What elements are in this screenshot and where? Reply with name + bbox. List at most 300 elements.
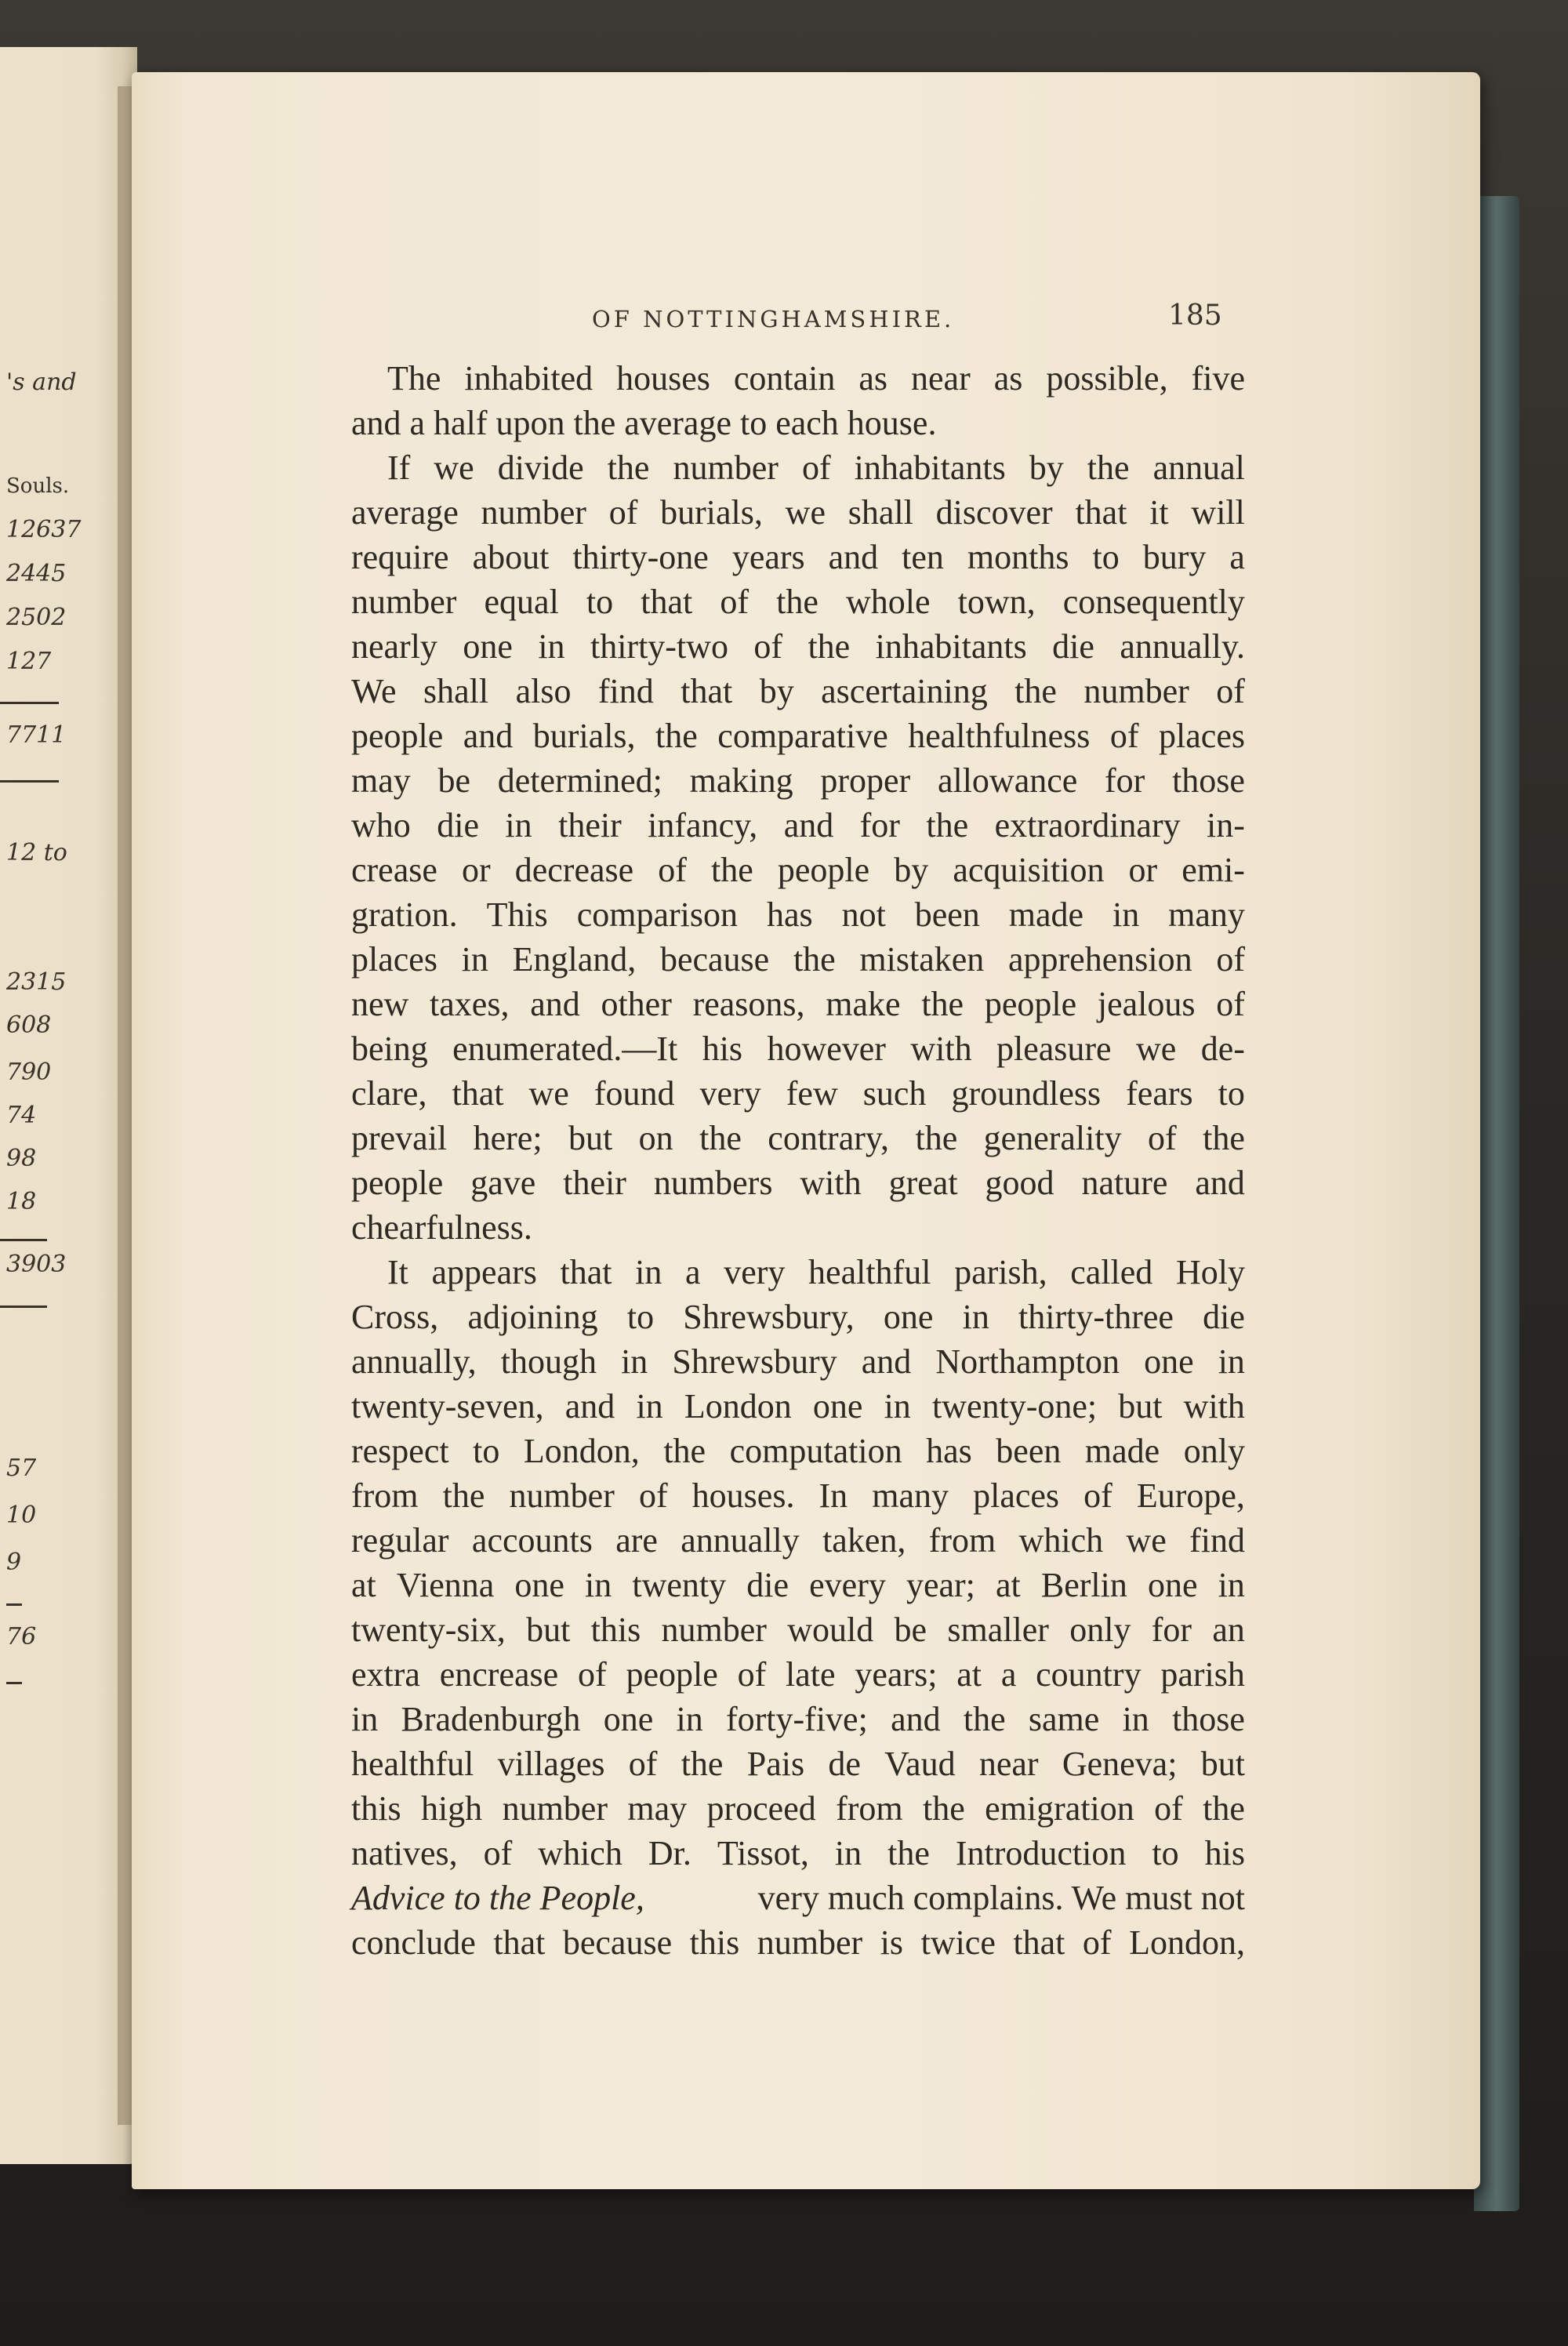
word: extraordinary (994, 806, 1181, 844)
word: parish (1160, 1655, 1245, 1694)
word: for (1105, 761, 1145, 800)
word: thirty-two (590, 627, 728, 666)
word: twenty-seven, (351, 1387, 544, 1425)
word: at (351, 1566, 376, 1604)
left-number: 12637 (6, 516, 82, 543)
word: and (828, 538, 879, 576)
word: Shrewsbury, (683, 1298, 855, 1336)
word: of (1082, 1923, 1112, 1962)
word: very (724, 1253, 786, 1291)
text-line (351, 1161, 1245, 1205)
word: burials, (660, 493, 763, 532)
left-number: 2445 (6, 560, 67, 587)
left-number: 790 (6, 1059, 52, 1086)
word: de- (1200, 1030, 1245, 1068)
word: made (1084, 1432, 1160, 1470)
word: is (880, 1923, 904, 1962)
word: called (1070, 1253, 1153, 1291)
word: nearly (351, 627, 437, 666)
text-line (351, 1653, 1245, 1697)
word: those (1172, 1700, 1245, 1738)
word: Geneva; (1062, 1745, 1178, 1783)
word: because (659, 940, 770, 979)
left-sum-rule (0, 702, 59, 704)
word: Dr. (648, 1834, 691, 1872)
word: great (888, 1164, 958, 1202)
word: require (351, 538, 449, 576)
word: places (351, 940, 437, 979)
word: in (636, 1387, 663, 1425)
word: and (463, 717, 514, 755)
word: computation (729, 1432, 902, 1470)
word: of (753, 627, 783, 666)
word: to (1218, 1074, 1245, 1113)
word: houses. (691, 1476, 795, 1515)
word: twenty (632, 1566, 727, 1604)
word: gration. (351, 895, 458, 934)
word: every (809, 1566, 886, 1604)
word: and (861, 1342, 912, 1381)
word: bury (1142, 538, 1207, 576)
word: only (1069, 1611, 1131, 1649)
text-line-with-italic-title (351, 1876, 1245, 1920)
word: a (685, 1253, 701, 1291)
word: for (859, 806, 900, 844)
word: find (597, 672, 654, 710)
word: by (894, 851, 929, 889)
word: this (351, 1789, 401, 1828)
word: people (984, 985, 1077, 1023)
word: thirty-one (572, 538, 709, 576)
word: that (452, 1074, 504, 1113)
word: decrease (514, 851, 634, 889)
word: and (1195, 1164, 1245, 1202)
word: In (818, 1476, 848, 1515)
word: proceed (706, 1789, 816, 1828)
word: good (985, 1164, 1054, 1202)
word: inhabitants (875, 627, 1027, 666)
word: only (1183, 1432, 1245, 1470)
word: twenty-one; (931, 1387, 1098, 1425)
word: the (963, 1700, 1006, 1738)
word: of (1154, 1789, 1183, 1828)
word: his (702, 1030, 743, 1068)
word: however (767, 1030, 886, 1068)
text-line (351, 1385, 1245, 1429)
text-line (351, 1698, 1245, 1741)
left-sum-rule (0, 780, 59, 783)
text-line (387, 357, 1245, 401)
word: number (673, 448, 779, 487)
word: his (1204, 1834, 1245, 1872)
word: same (1028, 1700, 1100, 1738)
word: one (514, 1566, 564, 1604)
word: very (699, 1074, 761, 1113)
word: we (528, 1074, 569, 1113)
word: country (1036, 1655, 1142, 1694)
word: ascertaining (821, 672, 988, 710)
text-line (351, 536, 1245, 579)
word: the (808, 627, 851, 666)
word: the (915, 1119, 958, 1157)
word: encrease (439, 1655, 559, 1694)
word: of (1216, 940, 1245, 979)
word: healthful (351, 1745, 474, 1783)
text-line (351, 1117, 1245, 1160)
word: year; (906, 1566, 975, 1604)
word: their (558, 806, 622, 844)
left-column-label: Souls. (6, 474, 70, 498)
word: places (1159, 717, 1245, 755)
word: in (461, 940, 488, 979)
word: the (711, 851, 753, 889)
word: near (978, 1745, 1039, 1783)
word: many (872, 1476, 949, 1515)
word: will (1191, 493, 1245, 532)
text-line (351, 1474, 1245, 1518)
word: in (962, 1298, 989, 1336)
text-line (351, 1072, 1245, 1116)
word: conclude (351, 1923, 476, 1962)
word: by (1029, 448, 1064, 487)
word: England, (512, 940, 637, 979)
word: If (387, 448, 411, 487)
word: but (568, 1119, 613, 1157)
word: fears (1126, 1074, 1193, 1113)
word: that (681, 672, 733, 710)
word: would (787, 1611, 874, 1649)
text-line (351, 491, 1245, 535)
word: people (351, 717, 444, 755)
word: parish, (954, 1253, 1047, 1291)
word: be (437, 761, 471, 800)
word: acquisition (953, 851, 1105, 889)
word: the (776, 583, 818, 621)
word: London, (523, 1432, 640, 1470)
word: possible, (1046, 359, 1168, 398)
word: the (793, 940, 836, 979)
word: healthful (808, 1253, 931, 1291)
word: Shrewsbury (672, 1342, 837, 1381)
word: in (585, 1566, 612, 1604)
word: determined; (497, 761, 662, 800)
word: at (996, 1566, 1021, 1604)
word: gave (470, 1164, 536, 1202)
word: such (862, 1074, 927, 1113)
word: a (1000, 1655, 1017, 1694)
word: and (530, 985, 580, 1023)
word: the (655, 717, 698, 755)
text-line (351, 759, 1245, 803)
text-line (351, 1519, 1245, 1563)
word: It (387, 1253, 408, 1291)
word: about (472, 538, 550, 576)
word: we (785, 493, 826, 532)
word: are (615, 1521, 658, 1560)
word: may (627, 1789, 688, 1828)
text-line (351, 1340, 1245, 1384)
word: that (641, 583, 693, 621)
word: pleasure (996, 1030, 1112, 1068)
word: annually (681, 1521, 800, 1560)
word: years; (855, 1655, 938, 1694)
word: Berlin (1040, 1566, 1127, 1604)
word: number (502, 1789, 608, 1828)
word: contain (733, 359, 836, 398)
text-line (351, 848, 1245, 892)
word: the (607, 448, 650, 487)
word: we (1126, 1521, 1167, 1560)
left-page-margin-figures (0, 47, 82, 2164)
word: twenty-six, (351, 1611, 506, 1649)
word: that (493, 1923, 546, 1962)
word: number (661, 1611, 767, 1649)
word: comparative (717, 717, 888, 755)
word: but (1200, 1745, 1245, 1783)
word: burials, (532, 717, 636, 755)
word: number (351, 583, 457, 621)
text-line (387, 1251, 1245, 1295)
word: adjoining (467, 1298, 598, 1336)
word: of (577, 1655, 607, 1694)
word: groundless (951, 1074, 1102, 1113)
left-number: 9 (6, 1549, 22, 1576)
left-number: 18 (6, 1188, 37, 1215)
word: annual (1152, 448, 1245, 487)
left-total: 3903 (6, 1251, 67, 1278)
word: accounts (471, 1521, 593, 1560)
left-sum-rule (6, 1682, 22, 1684)
word: allowance (937, 761, 1078, 800)
left-total: 76 (6, 1623, 37, 1651)
text-line (351, 714, 1245, 758)
word: to (626, 1298, 655, 1336)
word: make (826, 985, 901, 1023)
word: one (463, 627, 513, 666)
word: town, (957, 583, 1036, 621)
left-number: 10 (6, 1502, 37, 1529)
word: number (509, 1476, 615, 1515)
word: mistaken (859, 940, 985, 979)
word: of (1148, 1119, 1177, 1157)
word: the (681, 1745, 724, 1783)
word: clare, (351, 1074, 427, 1113)
word: the (921, 985, 964, 1023)
left-sum-rule (0, 1306, 47, 1308)
left-header-fragment: 's and (6, 369, 77, 396)
word: the (1203, 1119, 1245, 1157)
word: those (1172, 761, 1245, 800)
word: emigration (985, 1789, 1134, 1828)
word: but (526, 1611, 571, 1649)
word: near (911, 359, 971, 398)
word: forty-five; (725, 1700, 868, 1738)
text-line (351, 982, 1245, 1026)
text-line (351, 670, 1245, 714)
word: in (505, 806, 532, 844)
word: the (1087, 448, 1130, 487)
word: Introduction (955, 1834, 1127, 1872)
word: The (387, 359, 441, 398)
word: one (812, 1387, 863, 1425)
word: number (1083, 672, 1189, 710)
word: the (699, 1119, 742, 1157)
text-line (351, 1832, 1245, 1876)
word: and (564, 1387, 615, 1425)
word: of (658, 851, 687, 889)
text-after-title: very much complains. We must not (757, 1879, 1245, 1917)
word: places (973, 1476, 1060, 1515)
word: it (1149, 493, 1169, 532)
left-page (0, 47, 137, 2164)
word: in (1218, 1342, 1245, 1381)
word: jealous (1097, 985, 1196, 1023)
word: villages (497, 1745, 605, 1783)
text-line (351, 938, 1245, 982)
word: in (351, 1700, 379, 1738)
word: to (1152, 1834, 1179, 1872)
word: has (926, 1432, 972, 1470)
word: months (967, 538, 1069, 576)
word: on (638, 1119, 673, 1157)
word: made (1008, 895, 1084, 934)
word: we (434, 448, 474, 487)
word: of (1216, 672, 1245, 710)
word: extra (351, 1655, 420, 1694)
word: one (1147, 1566, 1198, 1604)
word: their (563, 1164, 626, 1202)
word: in (884, 1387, 911, 1425)
word: whole (846, 583, 931, 621)
word: this (689, 1923, 740, 1962)
word: by (759, 672, 794, 710)
word: smaller (947, 1611, 1049, 1649)
word: annually. (1120, 627, 1245, 666)
word: years (731, 538, 805, 576)
left-number: 608 (6, 1011, 52, 1039)
word: of (628, 1745, 658, 1783)
text-line (351, 804, 1245, 848)
word: at (956, 1655, 982, 1694)
word: the (1014, 672, 1057, 710)
word: here; (473, 1119, 543, 1157)
word: Vienna (396, 1566, 495, 1604)
left-number: 2502 (6, 604, 67, 631)
word: emi- (1181, 851, 1245, 889)
word: people (351, 1164, 444, 1202)
word: twice (920, 1923, 996, 1962)
word: for (1151, 1611, 1192, 1649)
word: other (601, 985, 672, 1023)
word: has (766, 895, 813, 934)
word: taken, (822, 1521, 906, 1560)
word: people (777, 851, 870, 889)
word: people (626, 1655, 718, 1694)
page-number: 185 (1168, 300, 1222, 332)
word: and (783, 806, 834, 844)
book-back-cover (1474, 196, 1519, 2211)
running-title: OF NOTTINGHAMSHIRE. (592, 306, 955, 332)
word: consequently (1062, 583, 1245, 621)
word: respect (351, 1432, 449, 1470)
word: in (538, 627, 565, 666)
word: Europe, (1136, 1476, 1245, 1515)
word: to (1092, 538, 1120, 576)
word: the (442, 1476, 485, 1515)
word: from (351, 1476, 419, 1515)
word: appears (431, 1253, 537, 1291)
word: also (515, 672, 572, 710)
word: many (1168, 895, 1245, 934)
running-head (459, 300, 1243, 345)
text-line (351, 580, 1245, 624)
word: though (500, 1342, 597, 1381)
word: this (590, 1611, 641, 1649)
word: we (1136, 1030, 1177, 1068)
word: contrary, (768, 1119, 890, 1157)
word: thirty-three (1018, 1298, 1174, 1336)
word: or (462, 851, 491, 889)
word: the (926, 806, 969, 844)
word: with (800, 1164, 862, 1202)
word: and (891, 1700, 941, 1738)
word: inhabited (464, 359, 593, 398)
word: that (1013, 1923, 1065, 1962)
word: in (1218, 1566, 1245, 1604)
word: Tissot, (717, 1834, 809, 1872)
word: who (351, 806, 411, 844)
text-line (351, 1295, 1245, 1339)
text-line (351, 1027, 1245, 1071)
word: from (928, 1521, 996, 1560)
word: shall (423, 672, 489, 710)
word: of (1083, 1476, 1112, 1515)
word: equal (484, 583, 559, 621)
text-line: and a half upon the average to each house. (351, 404, 937, 442)
word: of (638, 1476, 668, 1515)
word: of (1216, 985, 1245, 1023)
word: of (483, 1834, 513, 1872)
word: the (663, 1432, 706, 1470)
word: number (757, 1923, 863, 1962)
word: discover (935, 493, 1053, 532)
word: average (351, 493, 459, 532)
word: from (836, 1789, 903, 1828)
word: in (621, 1342, 648, 1381)
word: one (603, 1700, 654, 1738)
text-line: chearfulness. (351, 1208, 532, 1247)
word: This (486, 895, 548, 934)
word: which (538, 1834, 622, 1872)
text-line (351, 1787, 1245, 1831)
word: as (858, 359, 888, 398)
word: been (996, 1432, 1062, 1470)
word: apprehension (1008, 940, 1192, 979)
word: the (1203, 1789, 1245, 1828)
word: in- (1207, 806, 1245, 844)
word: annually, (351, 1342, 477, 1381)
word: of (608, 493, 638, 532)
word: few (786, 1074, 838, 1113)
word: Bradenburgh (401, 1700, 581, 1738)
word: nature (1081, 1164, 1168, 1202)
word: that (560, 1253, 612, 1291)
word: comparison (576, 895, 739, 934)
word: the (887, 1834, 930, 1872)
word: inhabitants (854, 448, 1006, 487)
word: the (923, 1789, 965, 1828)
word: as (993, 359, 1023, 398)
